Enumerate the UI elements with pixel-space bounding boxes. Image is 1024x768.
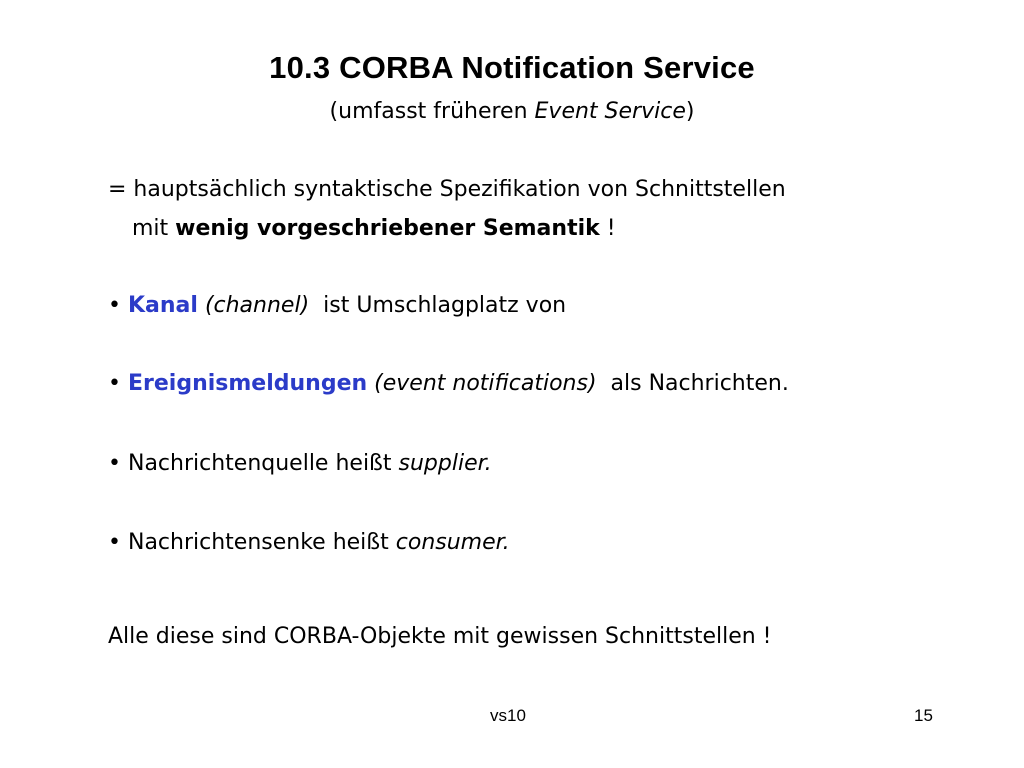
term-consumer: consumer. — [395, 530, 510, 555]
closing-statement: Alle diese sind CORBA-Objekte mit gewissen Schnittstellen ! — [108, 624, 772, 649]
bullet-nachrichtenquelle-text: Nachrichtenquelle heißt — [127, 451, 399, 476]
subtitle-pre: (umfasst früheren — [329, 99, 535, 124]
bullet-nachrichtensenke — [108, 527, 510, 559]
definition-line-2-pre: mit — [132, 216, 176, 241]
bullet-kanal-rest: ist Umschlagplatz von — [309, 293, 567, 318]
slide-title: 10.3 CORBA Notification Service — [269, 50, 755, 85]
bullet-ereignismeldungen — [108, 368, 789, 400]
bullet-kanal — [108, 290, 566, 322]
footer-label: vs10 — [490, 706, 526, 725]
term-supplier: supplier. — [398, 451, 492, 476]
bullet-marker: • — [108, 293, 121, 318]
term-kanal: Kanal — [127, 293, 198, 318]
bullet-marker: • — [108, 530, 121, 555]
subtitle-post: ) — [685, 99, 695, 124]
definition-line-2 — [132, 213, 616, 245]
term-en-channel: (channel) — [204, 293, 310, 318]
definition-line-1: = hauptsächlich syntaktische Spezifikation von Schnittstellen — [108, 177, 786, 202]
bullet-marker: • — [108, 451, 121, 476]
term-ereignismeldungen: Ereignismeldungen — [127, 371, 368, 396]
slide-subtitle — [0, 96, 1024, 128]
definition-emphasis: wenig vorgeschriebener Semantik — [175, 216, 600, 241]
bullet-nachrichtensenke-text: Nachrichtensenke heißt — [127, 530, 396, 555]
term-en-event-notifications: (event notifications) — [374, 371, 597, 396]
subtitle-em: Event Service — [534, 99, 686, 124]
definition-line-2-post: ! — [599, 216, 616, 241]
page-number: 15 — [914, 706, 933, 725]
bullet-ereignismeldungen-rest: als Nachrichten. — [596, 371, 789, 396]
bullet-nachrichtenquelle — [108, 448, 492, 480]
bullet-marker: • — [108, 371, 121, 396]
